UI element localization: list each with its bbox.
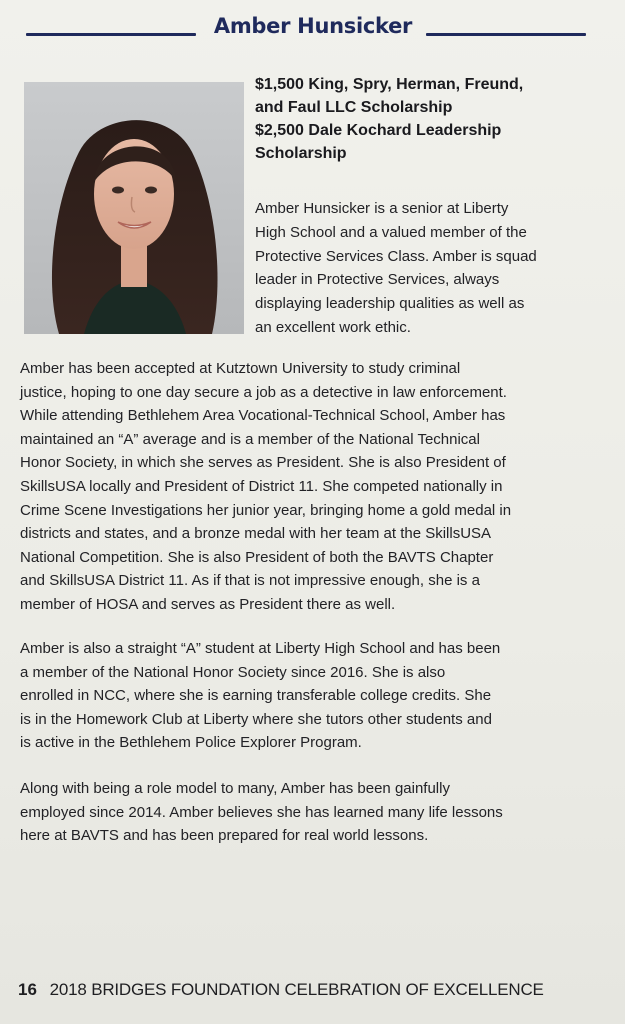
body-paragraph-3: Along with being a role model to many, Amber has been gainfully employed since 2014. Amber believes she has learned many life lessons here at BAVTS and has been prepared for real world lessons. (20, 780, 503, 845)
body-paragraph-2: Amber is also a straight “A” student at Liberty High School and has been a member of the National Honor Society since 2016. She is also enrolled in NCC, where she is earning transferable college credits. She is in the Homework Club at Liberty where she tutors other students and is active in the Bethlehem Police Explorer Program. (20, 640, 501, 752)
student-portrait-photo (24, 82, 244, 334)
scholarship-item: $1,500 King, Spry, Herman, Freund, and Faul LLC Scholarship (255, 76, 524, 116)
scholarship-list (255, 73, 555, 165)
header (26, 12, 586, 52)
page-footer (18, 980, 578, 1006)
page-title: Amber Hunsicker (213, 14, 413, 38)
page-number: 16 (18, 980, 37, 999)
intro-paragraph: Amber Hunsicker is a senior at Liberty High School and a valued member of the Protective Services Class. Amber is squad leader in Protective Services, always displaying leadership qualities as well as an excellent work ethic. (255, 200, 537, 336)
publication-title: 2018 BRIDGES FOUNDATION CELEBRATION OF EXCELLENCE (49, 980, 544, 999)
header-rule-right (426, 33, 586, 36)
body-paragraph-1: Amber has been accepted at Kutztown University to study criminal justice, hoping to one day secure a job as a detective in law enforcement. While attending Bethlehem Area Vocational-Technical School, Amber has maintained an “A” average and is a member of the National Technical Honor Society, in which she serves as President. She is also President of SkillsUSA locally and President of District 11. She competed nationally in Crime Scene Investigations her junior year, bringing home a gold medal in districts and states, and a bronze medal with her team at the SkillsUSA National Competition. She is also President of both the BAVTS Chapter and SkillsUSA District 11. As if that is not impressive enough, she is a member of HOSA and serves as President there as well. (20, 360, 512, 613)
scholarship-item: $2,500 Dale Kochard Leadership Scholarship (255, 122, 502, 162)
header-rule-left (26, 33, 196, 36)
portrait-illustration (24, 82, 244, 334)
